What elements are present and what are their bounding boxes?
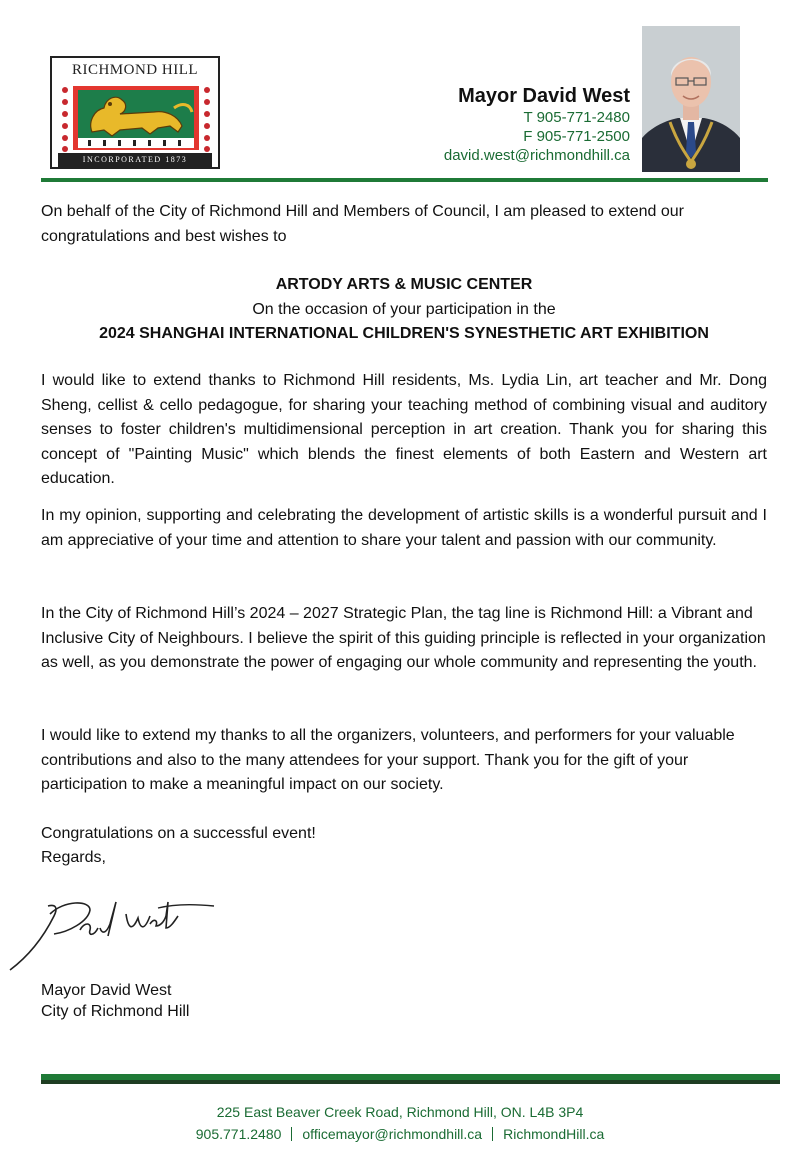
signer-organization: City of Richmond Hill: [41, 1003, 190, 1020]
signer-name: Mayor David West: [41, 982, 172, 999]
letter-paragraph: I would like to extend my thanks to all the organizers, volunteers, and performers for your valuable contributions and also to the many attendees for your support. Thank you for the gift of your participation to make a meaningful impact on our society.: [41, 727, 735, 793]
event-title: 2024 SHANGHAI INTERNATIONAL CHILDREN'S SYNESTHETIC ART EXHIBITION: [99, 325, 709, 342]
letter-intro: On behalf of the City of Richmond Hill and Members of Council, I am pleased to extend our congratulations and best wishes to: [41, 203, 684, 245]
city-crest-logo: [50, 56, 220, 169]
header-divider: [41, 178, 768, 182]
logo-title: RICHMOND HILL: [71, 62, 199, 78]
footer-divider-dark: [41, 1080, 780, 1084]
footer-phone: 905.771.2480: [195, 1126, 282, 1142]
handwritten-signature: [8, 892, 218, 972]
letter-paragraph: In my opinion, supporting and celebrating the development of artistic skills is a wonderful pursuit and I am appreciative of your time and attention to share your talent and passion with our community.: [41, 507, 767, 549]
incorporation-band: INCORPORATED 1873: [58, 153, 212, 167]
mayor-contact-block: [444, 84, 630, 165]
lion-crest-icon: [58, 82, 214, 154]
letter-paragraph: I would like to extend thanks to Richmond Hill residents, Ms. Lydia Lin, art teacher and Mr. Dong Sheng, cellist & cello pedagogue, for sharing your teaching method of combining visual and auditory senses to foster children's multidimensional perception in art creation. Thank you for sharing this concept of "Painting Music" which blends the finest elements of both Eastern and Western art education.: [41, 372, 767, 487]
closing-line: Congratulations on a successful event!: [41, 825, 316, 842]
mayor-email-link[interactable]: david.west@richmondhill.ca: [443, 147, 630, 164]
letter-paragraph: In the City of Richmond Hill’s 2024 – 2027 Strategic Plan, the tag line is Richmond Hill: a Vibrant and Inclusive City of Neighbours. I believe the spirit of this guiding principle is reflected in your organization as well, as you demonstrate the power of engaging our whole community and representing the youth.: [41, 605, 766, 671]
footer-contact-line: [0, 1126, 800, 1142]
footer-address: 225 East Beaver Creek Road, Richmond Hill, ON. L4B 3P4: [216, 1104, 584, 1120]
footer-website-link[interactable]: RichmondHill.ca: [503, 1126, 605, 1142]
regards-line: Regards,: [41, 849, 106, 866]
footer-email-link[interactable]: officemayor@richmondhill.ca: [302, 1126, 483, 1142]
recipient-name: ARTODY ARTS & MUSIC CENTER: [275, 276, 533, 293]
mayor-portrait-photo: [642, 26, 740, 172]
mayor-name: Mayor David West: [458, 85, 630, 107]
mayor-phone: T 905-771-2480: [523, 109, 630, 126]
mayor-fax: F 905-771-2500: [523, 128, 630, 145]
occasion-line: On the occasion of your participation in the: [252, 301, 556, 318]
footer-separator: [291, 1127, 292, 1141]
footer-separator: [492, 1127, 493, 1141]
